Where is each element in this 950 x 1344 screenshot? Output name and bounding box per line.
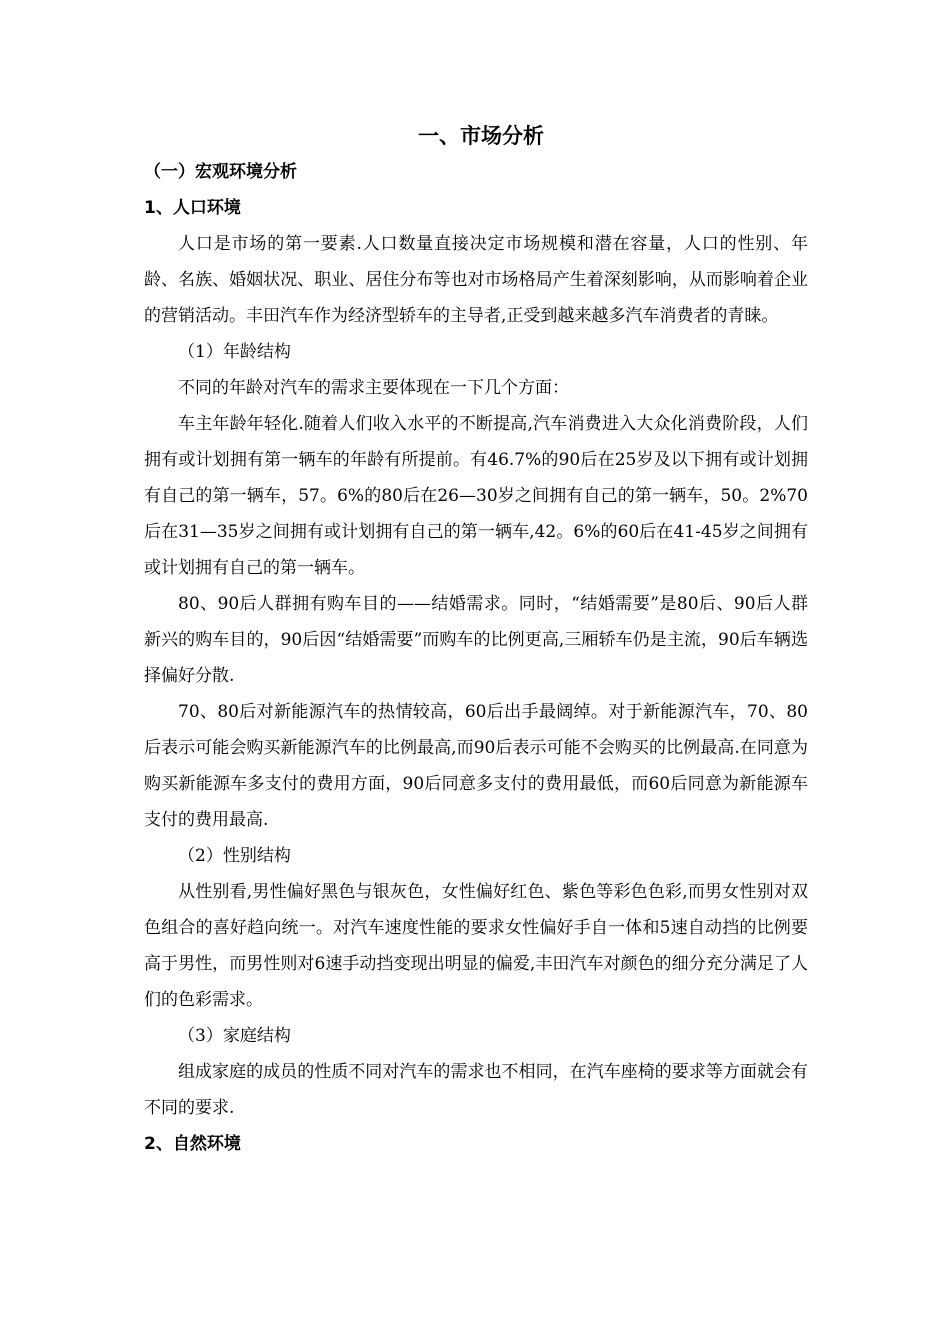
- item-heading-age-structure: （1）年龄结构: [178, 342, 291, 362]
- paragraph-population-intro: 人口是市场的第一要素.人口数量直接决定市场规模和潜在容量，人口的性别、年龄、名族、婚姻状况、职业、居住分布等也对市场格局产生着深刻影响，从而影响着企业的营销活动。丰田汽车作为经济型轿车的主导者,正受到越来越多汽车消费者的青睐。: [144, 234, 808, 326]
- subsection-heading-population: 1、人口环境: [144, 198, 241, 218]
- paragraph-age-intro: 不同的年龄对汽车的需求主要体现在一下几个方面：: [178, 378, 569, 398]
- page-title: 一、市场分析: [418, 124, 544, 148]
- paragraph-age-marriage-need: 80、90后人群拥有购车目的——结婚需求。同时，“结婚需要”是80后、90后人群新兴的购车目的，90后因“结婚需要”而购车的比例更高,三厢轿车仍是主流，90后车辆选择偏好分散.: [144, 594, 808, 686]
- item-heading-gender-structure: （2）性别结构: [178, 846, 291, 866]
- item-heading-family-structure: （3）家庭结构: [178, 1026, 291, 1046]
- paragraph-gender: 从性别看,男性偏好黑色与银灰色，女性偏好红色、紫色等彩色色彩,而男女性别对双色组合的喜好趋向统一。对汽车速度性能的要求女性偏好手自一体和5速自动挡的比例要高于男性，而男性则对6速手动挡变现出明显的偏爱,丰田汽车对颜色的细分充分满足了人们的色彩需求。: [144, 882, 808, 1010]
- paragraph-family: 组成家庭的成员的性质不同对汽车的需求也不相同，在汽车座椅的要求等方面就会有不同的要求.: [144, 1062, 808, 1118]
- paragraph-age-younger-owners: 车主年龄年轻化.随着人们收入水平的不断提高,汽车消费进入大众化消费阶段，人们拥有或计划拥有第一辆车的年龄有所提前。有46.7%的90后在25岁及以下拥有或计划拥有自己的第一辆车，57。6%的80后在26—30岁之间拥有自己的第一辆车，50。2%70后在31—35岁之间拥有或计划拥有自己的第一辆车,42。6%的60后在41-45岁之间拥有或计划拥有自己的第一辆车。: [144, 414, 808, 578]
- subsection-heading-natural-environment: 2、自然环境: [144, 1134, 241, 1154]
- section-heading-macro-environment: （一）宏观环境分析: [144, 162, 297, 182]
- paragraph-age-new-energy: 70、80后对新能源汽车的热情较高，60后出手最阔绰。对于新能源汽车，70、80后表示可能会购买新能源汽车的比例最高,而90后表示可能不会购买的比例最高.在同意为购买新能源车多支付的费用方面，90后同意多支付的费用最低，而60后同意为新能源车支付的费用最高.: [144, 702, 808, 830]
- document-body: [144, 118, 808, 1162]
